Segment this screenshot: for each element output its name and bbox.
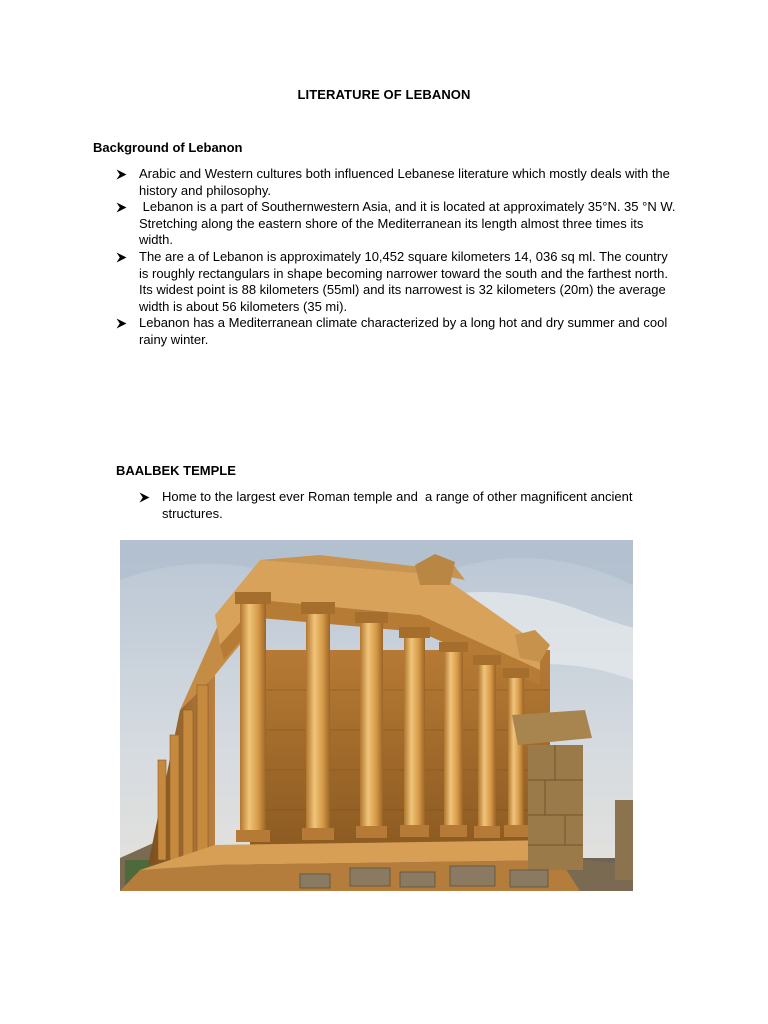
list-item — [116, 199, 680, 249]
list-item — [139, 489, 639, 522]
list-item — [116, 315, 676, 348]
bullet-text: Home to the largest ever Roman temple and a range of other magnificent ancient structures. — [162, 489, 637, 521]
baalbek-bullet-list — [139, 489, 639, 522]
bullet-text: Lebanon is a part of Southernwestern Asia, and it is located at approximately 35°N. 35 °N W. Stretching along the eastern shore of the Mediterranean its length almost three times its width. — [139, 199, 680, 248]
arrow-bullet-icon — [116, 202, 127, 213]
arrow-bullet-icon — [116, 169, 127, 180]
arrow-bullet-icon — [116, 252, 127, 263]
list-item — [116, 166, 676, 199]
page-title: LITERATURE OF LEBANON — [297, 87, 471, 102]
background-heading: Background of Lebanon — [93, 140, 243, 155]
list-item — [116, 249, 676, 315]
baalbek-heading: BAALBEK TEMPLE — [116, 463, 236, 478]
bullet-text: Arabic and Western cultures both influenced Lebanese literature which mostly deals with the history and philosophy. — [139, 166, 670, 198]
bullet-text: The are a of Lebanon is approximately 10,452 square kilometers 14, 036 sq ml. The country is roughly rectangulars in shape becoming narrower toward the south and the farthest north. Its widest point is 88 kilometers (55ml) and its narrowest is 32 kilometers (20m) the average width is about 56 kilometers (35 mi). — [139, 248, 668, 314]
arrow-bullet-icon — [116, 318, 127, 329]
temple-illustration — [120, 540, 633, 891]
background-bullet-list — [116, 166, 680, 349]
arrow-bullet-icon — [139, 492, 150, 503]
temple-of-bacchus-photo — [120, 540, 633, 891]
bullet-text: Lebanon has a Mediterranean climate characterized by a long hot and dry summer and cool rainy winter. — [139, 315, 668, 347]
